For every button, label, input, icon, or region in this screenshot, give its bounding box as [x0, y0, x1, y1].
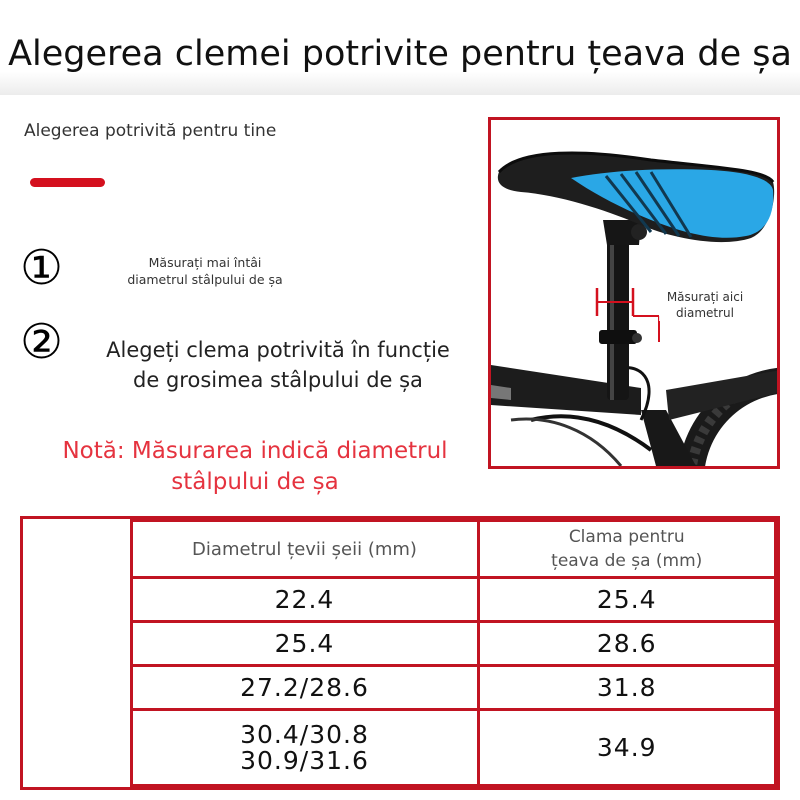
measure-label-line-1: Măsurați aici [666, 290, 744, 304]
measurement-note [40, 436, 470, 498]
note-line-1: Notă: Măsurarea indică diametrul [62, 438, 448, 464]
measure-label-line-2: diametrul [676, 306, 734, 320]
step-2-number: ② [20, 314, 64, 370]
clamp-cell: 31.8 [478, 666, 776, 710]
tube-cell: 22.4 [131, 578, 478, 622]
clamp-cell: 28.6 [478, 622, 776, 666]
step-1-line-1: Măsurați mai întâi [148, 255, 262, 270]
tube-cell [131, 710, 478, 786]
table-row [23, 578, 776, 622]
page-title: Alegerea clemei potrivite pentru țeava de șa [8, 34, 792, 74]
table-header-row [23, 521, 776, 578]
step-1-line-2: diametrul stâlpului de șa [127, 272, 283, 287]
accent-bar [30, 178, 105, 187]
table-row [23, 622, 776, 666]
step-1-number: ① [20, 240, 64, 296]
note-line-2: stâlpului de șa [171, 469, 339, 495]
header-clamp-line-1: Clama pentru [568, 527, 685, 547]
size-table-grid [23, 519, 777, 787]
step-2-text [78, 335, 478, 395]
tube-cell-line-2: 30.9/31.6 [240, 745, 369, 775]
intro-subtitle: Alegerea potrivită pentru tine [24, 121, 277, 141]
header-clamp [478, 521, 776, 578]
bike-photo [488, 117, 780, 469]
tube-cell: 25.4 [131, 622, 478, 666]
table-blank-column [23, 521, 131, 786]
table-row [23, 666, 776, 710]
clamp-cell: 25.4 [478, 578, 776, 622]
measure-label [659, 289, 751, 321]
table-row [23, 710, 776, 786]
header-clamp-line-2: țeava de șa (mm) [551, 551, 703, 571]
bike-frame-illustration [491, 365, 777, 466]
step-2-line-1: Alegeți clema potrivită în funcție [106, 338, 450, 362]
clamp-cell: 34.9 [478, 710, 776, 786]
tube-cell-line-1: 30.4/30.8 [240, 719, 369, 749]
header-tube-diameter: Diametrul țevii șeii (mm) [131, 521, 478, 578]
tube-cell: 27.2/28.6 [131, 666, 478, 710]
size-table [20, 516, 780, 790]
step-2-line-2: de grosimea stâlpului de șa [133, 368, 423, 392]
step-1-text [100, 254, 310, 288]
